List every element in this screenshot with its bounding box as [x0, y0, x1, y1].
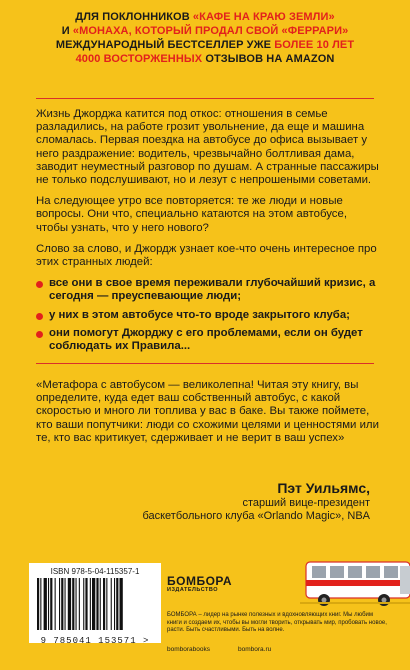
paragraph-1: Жизнь Джорджа катится под откос: отношения в семье разладились, на работе грозит увольнение, да еще и машина сломалась. Первая поездка на автобусе до офиса вызывает у него раздражение: водитель, чрезвычайно болтливая дама, заводит неуместный разговор по душам. А странные пассажиры не только подслушивают, но и лезут с непрошеными советами.: [36, 108, 379, 187]
publisher-links: [167, 646, 387, 653]
bullet-item: у них в этом автобусе что-то вроде закрытого клуба;: [36, 309, 381, 322]
description: [36, 108, 381, 358]
header-line-4: 4000 ВОСТОРЖЕННЫХ ОТЗЫВОВ НА AMAZON: [75, 53, 335, 65]
bullet-list: [36, 277, 381, 353]
publisher-subtitle: ИЗДАТЕЛЬСТВО: [167, 587, 219, 593]
publisher-description: БОМБОРА – лидер на рынке полезных и вдохновляющих книг. Мы любим книги и создаем их, чтобы вы могли творить, открывать мир, пробовать новое, расти. Быть счастливыми. Быть на волне.: [167, 612, 387, 633]
header-line-1: ДЛЯ ПОКЛОННИКОВ «КАФЕ НА КРАЮ ЗЕМЛИ»: [75, 11, 335, 23]
barcode-digits: 9 785041 153571 >: [40, 636, 150, 646]
top-divider: [36, 98, 374, 99]
bullet-item: они помогут Джорджу с его проблемами, если он будет соблюдать их Правила...: [36, 327, 381, 353]
bullet-item: все они в свое время переживали глубочайший кризис, а сегодня — преуспевающие люди;: [36, 277, 381, 303]
publisher-website-link[interactable]: bombora.ru: [238, 646, 272, 653]
author-role: старший вице-президент: [242, 497, 370, 509]
header-block: [0, 10, 410, 66]
header-line-3: МЕЖДУНАРОДНЫЙ БЕСТСЕЛЛЕР УЖЕ БОЛЕЕ 10 ЛЕТ: [55, 39, 355, 51]
isbn-barcode-box: [29, 563, 161, 646]
bus-icon: [300, 552, 410, 612]
publisher-social-link[interactable]: bomborabooks: [167, 646, 210, 653]
quote-text: «Метафора с автобусом — великолепна! Читая эту книгу, вы определите, куда едет ваш собственный автобус, с какой скоростью и много ли топлива у вас в баке. Вы также поймете, кто ваши попутчики: люди со схожими целями и ценностями или те, кто вас критикует, сдерживает и не верит в ваш успех»: [36, 379, 379, 444]
author-name: Пэт Уильямс,: [277, 480, 370, 496]
paragraph-3: Слово за слово, и Джордж узнает кое-что очень интересное про этих странных людей:: [36, 242, 377, 269]
publisher-logo: [167, 575, 277, 593]
author-org: баскетбольного клуба «Orlando Magic», NBA: [142, 510, 370, 522]
middle-divider: [36, 363, 374, 364]
isbn-number: ISBN 978-5-04-115357-1: [50, 567, 140, 576]
paragraph-2: На следующее утро все повторяется: те же люди и новые вопросы. Они что, специально катаются на этом автобусе, чтобы узнать, что у него нового?: [36, 195, 347, 234]
header-line-2: И «МОНАХА, КОТОРЫЙ ПРОДАЛ СВОЙ «ФЕРРАРИ»: [61, 25, 349, 37]
barcode-image: [35, 578, 155, 630]
publisher-name: БОМБОРА: [167, 574, 233, 588]
quote-author: [142, 480, 370, 523]
review-quote: [36, 379, 381, 445]
